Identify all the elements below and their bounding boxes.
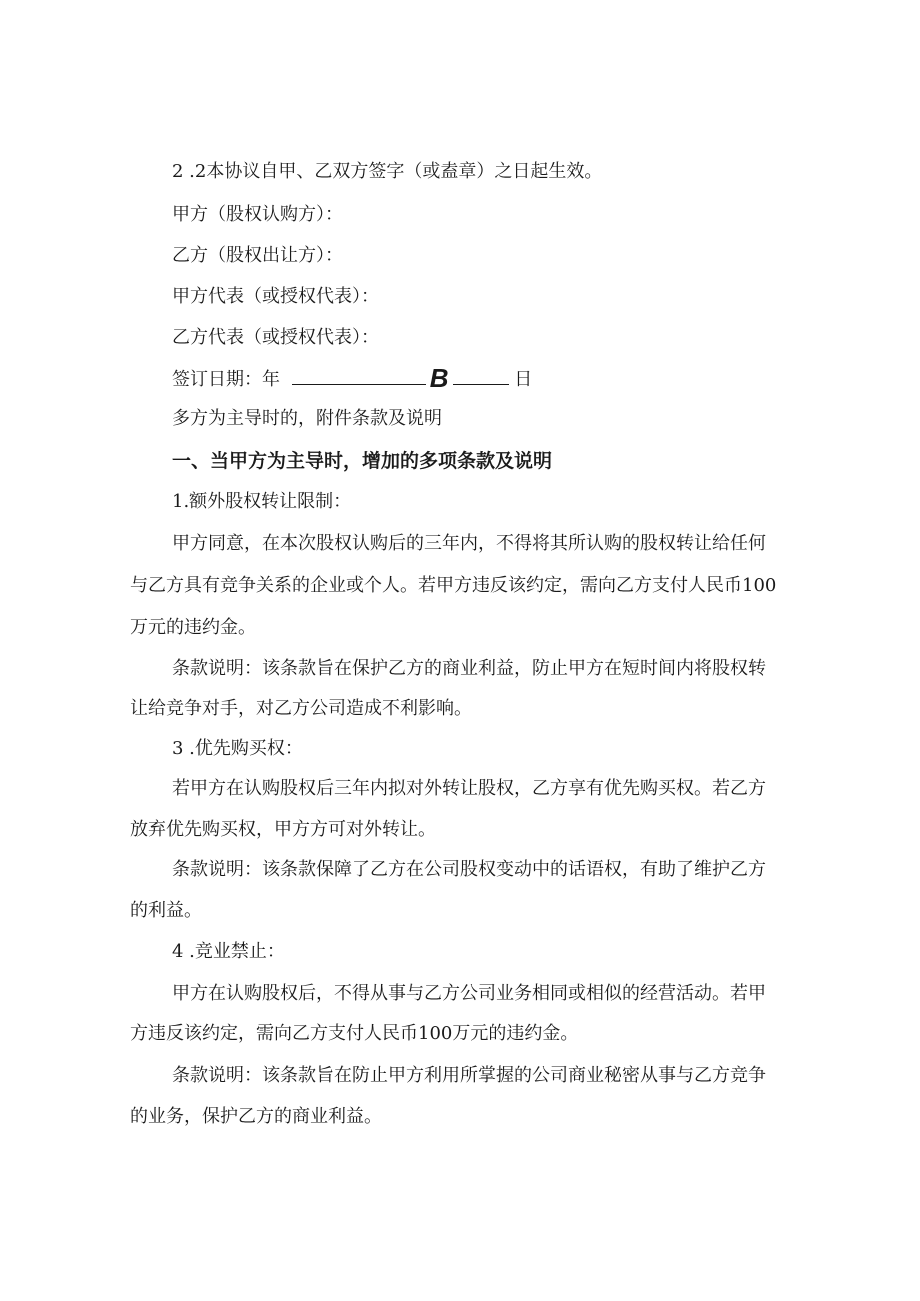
- month-mark: B: [429, 363, 449, 393]
- item1-note-line: 条款说明：该条款旨在保护乙方的商业利益，防止甲方在短时间内将股权转: [172, 658, 766, 679]
- item1-body-line: 与乙方具有竞争关系的企业或个人。若甲方违反该约定，需向乙方支付人民币100: [130, 575, 777, 596]
- item1-body-line: 甲方同意，在本次股权认购后的三年内，不得将其所认购的股权转让给任何: [172, 533, 766, 554]
- item4-note-line: 的业务，保护乙方的商业利益。: [130, 1106, 382, 1127]
- item3-note-line: 的利益。: [130, 900, 202, 921]
- item4-title: 4 .竞业禁止：: [172, 941, 285, 962]
- sign-date-day: 日: [514, 369, 533, 390]
- item4-note-line: 条款说明：该条款旨在防止甲方利用所掌握的公司商业秘密从事与乙方竞争: [172, 1065, 766, 1086]
- month-blank: [292, 368, 426, 385]
- item3-note-line: 条款说明：该条款保障了乙方在公司股权变动中的话语权，有助了维护乙方: [172, 859, 766, 880]
- party-a-label: 甲方（股权认购方）：: [172, 204, 343, 225]
- sign-date-line: [172, 363, 533, 393]
- item3-body-line: 若甲方在认购股权后三年内拟对外转让股权，乙方享有优先购买权。若乙方: [172, 778, 766, 799]
- item1-title: 1.额外股权转让限制：: [172, 491, 352, 512]
- item3-body-line: 放弃优先购买权，甲方方可对外转让。: [130, 819, 436, 840]
- day-blank: [453, 368, 509, 385]
- appendix-title: 多方为主导时的，附件条款及说明: [172, 408, 442, 429]
- sign-date-label: 签订日期：年: [172, 369, 280, 390]
- item4-body-line: 甲方在认购股权后，不得从事与乙方公司业务相同或相似的经营活动。若甲: [172, 983, 766, 1004]
- rep-a-label: 甲方代表（或授权代表）：: [172, 286, 379, 307]
- item4-body-line: 方违反该约定，需向乙方支付人民币100万元的违约金。: [130, 1023, 579, 1044]
- rep-b-label: 乙方代表（或授权代表）：: [172, 327, 379, 348]
- item1-note-line: 让给竞争对手，对乙方公司造成不利影响。: [130, 698, 472, 719]
- party-b-label: 乙方（股权出让方）：: [172, 245, 343, 266]
- item3-title: 3 .优先购买权：: [172, 738, 303, 759]
- clause-2-2: 2 .2本协议自甲、乙双方签字（或盍章）之日起生效。: [172, 161, 603, 182]
- section-heading: 一、当甲方为主导时，增加的多项条款及说明: [172, 450, 553, 472]
- item1-body-line: 万元的违约金。: [130, 617, 256, 638]
